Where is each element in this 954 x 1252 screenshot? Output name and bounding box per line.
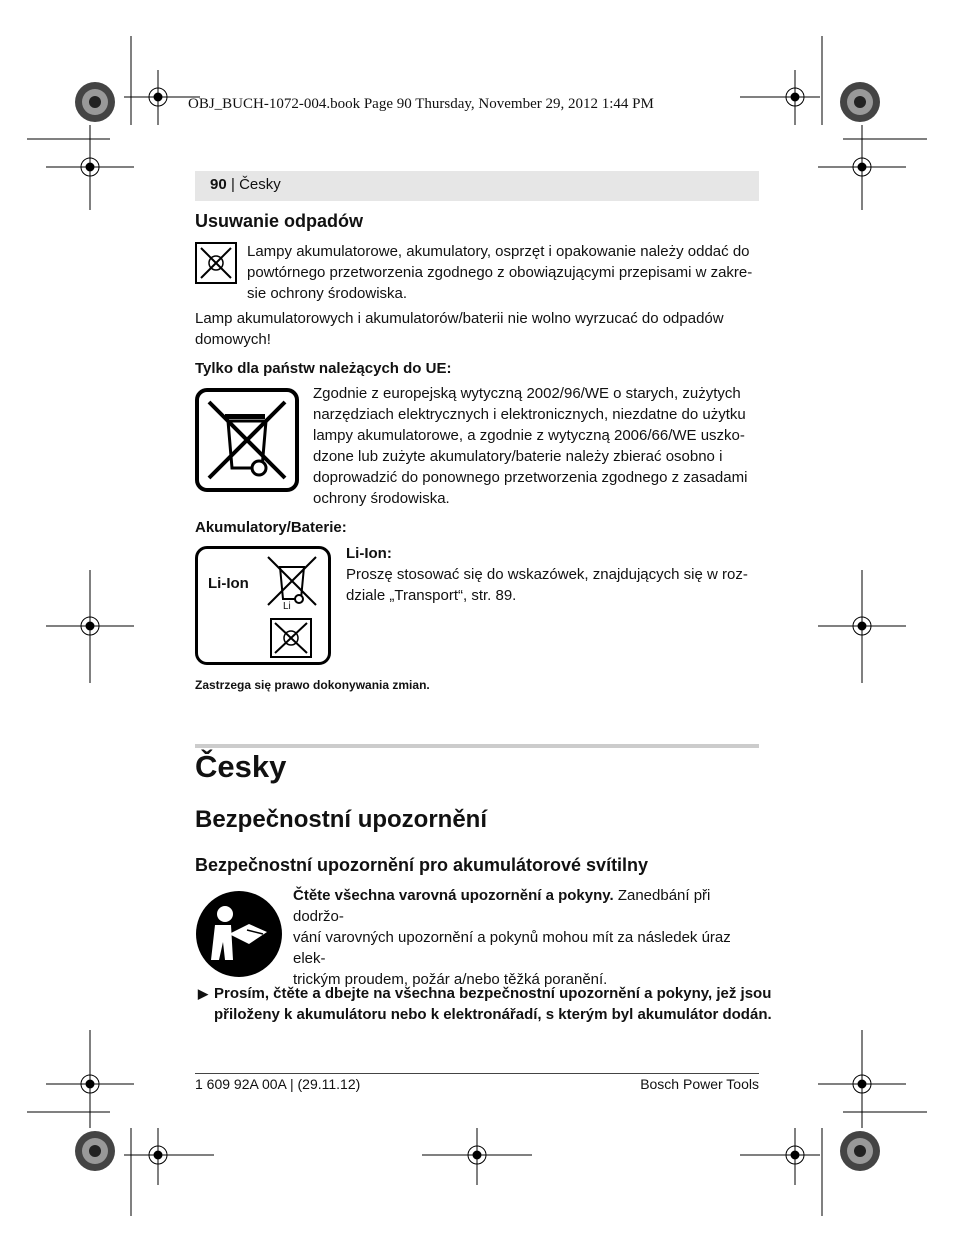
eu-heading: Tylko dla państw należących do UE: [195, 360, 452, 377]
text-line: Prosím, čtěte a dbejte na všechna bezpečnostní upozornění a pokyny, jež jsou [214, 985, 772, 1002]
household-text [195, 308, 724, 350]
recycling-symbol-icon [270, 618, 312, 658]
text-line: přiloženy k akumulátoru nebo k elektronářadí, s kterým byl akumulátor dodán. [214, 1006, 772, 1023]
registration-target-bl [124, 1128, 214, 1185]
eu-text [313, 383, 747, 509]
text-line: trickým proudem, požár a/nebo těžká poranění. [293, 971, 608, 988]
disposal-text [247, 241, 752, 304]
safety-subheading: Bezpečnostní upozornění pro akumulátorové svítilny [195, 855, 649, 875]
footer-brand: Bosch Power Tools [640, 1076, 759, 1092]
header-language: | Česky [231, 176, 281, 193]
section-divider [195, 744, 759, 748]
page-number: 90 [210, 176, 227, 193]
text-line: Proszę stosować się do wskazówek, znajdujących się w roz- [346, 566, 748, 583]
text-line: lampy akumulatorowe, a zgodnie z wytyczną 2006/66/WE uszko- [313, 427, 745, 444]
text-line: dzone lub zużyte akumulatory/baterie należy zbierać osobno i [313, 448, 723, 465]
liion-icon [195, 546, 331, 665]
registration-target-bc [422, 1128, 532, 1185]
read-warning-rest: Zanedbání při dodržo- [293, 887, 711, 925]
read-warning-bold: Čtěte všechna varovná upozornění a pokyny. [293, 887, 614, 904]
footer-doc-number: 1 609 92A 00A | (29.11.12) [195, 1076, 361, 1092]
page-header-bar [195, 171, 759, 201]
text-line: ochrony środowiska. [313, 490, 450, 507]
liion-text [346, 543, 748, 606]
liion-heading: Li-Ion: [346, 545, 392, 562]
liion-icon-label: Li-Ion [208, 575, 249, 592]
star-target-bl [75, 1131, 115, 1171]
text-line [293, 885, 759, 927]
crossed-bin-small-icon [266, 555, 318, 611]
section-title: Česky [195, 749, 287, 784]
star-target-br [840, 1131, 880, 1171]
print-slug: OBJ_BUCH-1072-004.book Page 90 Thursday, November 29, 2012 1:44 PM [188, 96, 654, 112]
footer-rule [195, 1073, 759, 1074]
read-manual-icon [195, 890, 283, 978]
bullet-marker: ▶ [198, 986, 208, 1001]
text-line: vání varovných upozornění a pokynů mohou mít za následek úraz elek- [293, 929, 731, 967]
registration-target-br [740, 1128, 820, 1185]
changes-note: Zastrzega się prawo dokonywania zmian. [195, 678, 430, 692]
bullet-text [214, 983, 772, 1025]
text-line: sie ochrony środowiska. [247, 285, 408, 302]
read-warning-text [293, 885, 759, 990]
disposal-heading: Usuwanie odpadów [195, 211, 364, 231]
disposal-symbol-icon [195, 242, 237, 284]
text-line: Zgodnie z europejską wytyczną 2002/96/WE o starych, zużytych [313, 385, 741, 402]
text-line: powtórnego przetworzenia zgodnego z obowiązującymi przepisami w zakre- [247, 264, 753, 281]
text-line: Lampy akumulatorowe, akumulatory, osprzęt i opakowanie należy oddać do [247, 243, 750, 260]
battery-heading: Akumulatory/Baterie: [195, 519, 347, 536]
registration-target-tr [740, 70, 820, 125]
star-target-tl [75, 82, 115, 122]
text-line: doprowadzić do ponownego przetworzenia zgodnego z zasadami [313, 469, 748, 486]
text-line: narzędziach elektrycznych i elektronicznych, niezdatne do użytku [313, 406, 746, 423]
liion-small-label: Li [283, 601, 291, 612]
safety-heading: Bezpečnostní upozornění [195, 806, 488, 833]
star-target-tr [840, 82, 880, 122]
crossed-bin-icon [195, 388, 299, 492]
text-line: domowych! [195, 331, 271, 348]
text-line: dziale „Transport“, str. 89. [346, 587, 517, 604]
text-line: Lamp akumulatorowych i akumulatorów/baterii nie wolno wyrzucać do odpadów [195, 310, 724, 327]
